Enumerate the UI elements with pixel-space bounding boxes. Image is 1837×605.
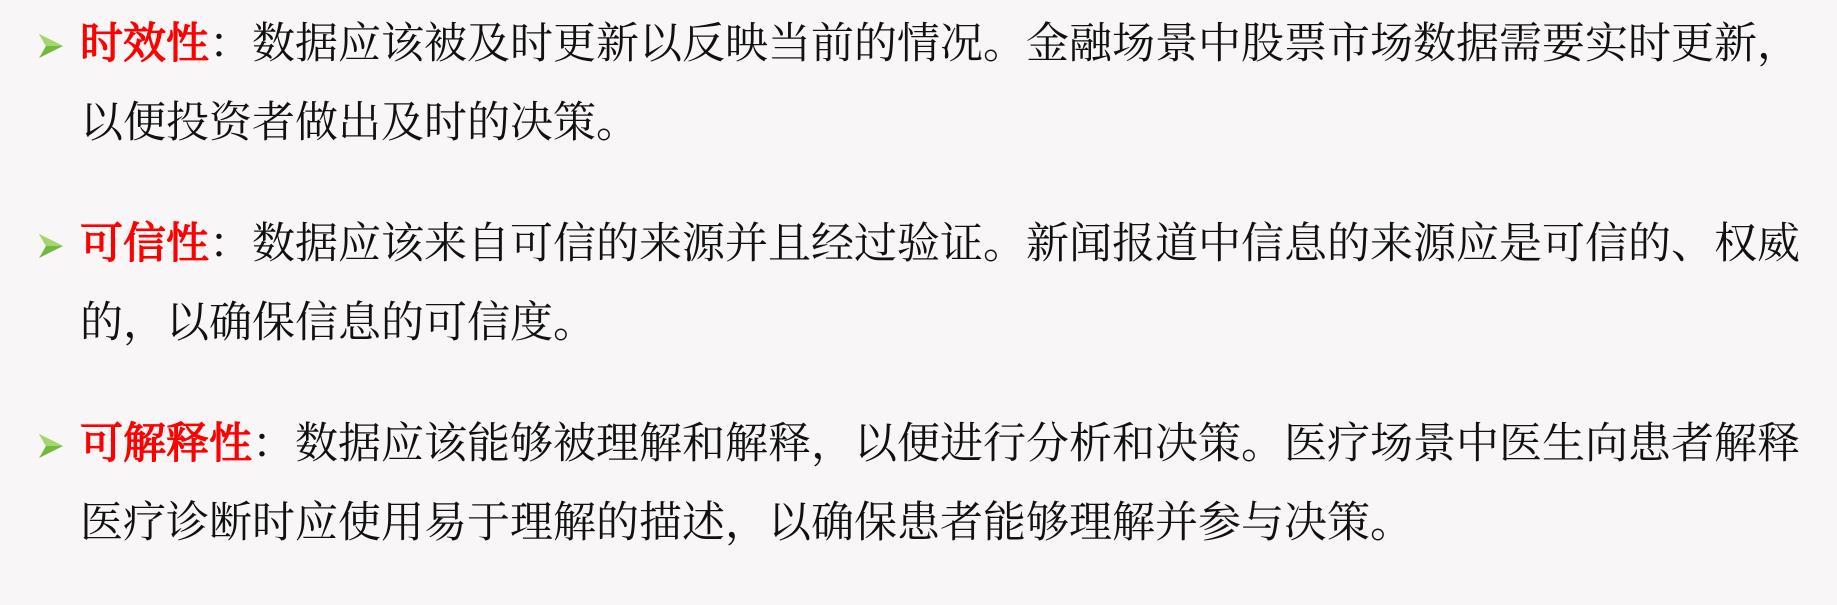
bullet-term: 可解释性 [80, 419, 252, 469]
bullet-text: 数据应该被及时更新以反映当前的情况。金融场景中股票市场数据需要实时更新，以便投资者做出及时的决策。 [80, 19, 1800, 148]
bullet-term: 时效性 [80, 19, 209, 69]
bullet-item-interpretability [0, 405, 1837, 563]
bullet-item-credibility [0, 205, 1837, 363]
bullet-separator: ： [209, 219, 252, 269]
arrow-bullet-icon [36, 231, 66, 261]
bullet-text: 数据应该来自可信的来源并且经过验证。新闻报道中信息的来源应是可信的、权威的，以确保信息的可信度。 [80, 219, 1800, 348]
bullet-text: 数据应该能够被理解和解释，以便进行分析和决策。医疗场景中医生向患者解释医疗诊断时应使用易于理解的描述，以确保患者能够理解并参与决策。 [80, 419, 1800, 548]
bullet-separator: ： [209, 19, 252, 69]
bullet-item-timeliness [0, 5, 1837, 163]
arrow-bullet-icon [36, 31, 66, 61]
bullet-term: 可信性 [80, 219, 209, 269]
bullet-separator: ： [252, 419, 295, 469]
arrow-bullet-icon [36, 431, 66, 461]
